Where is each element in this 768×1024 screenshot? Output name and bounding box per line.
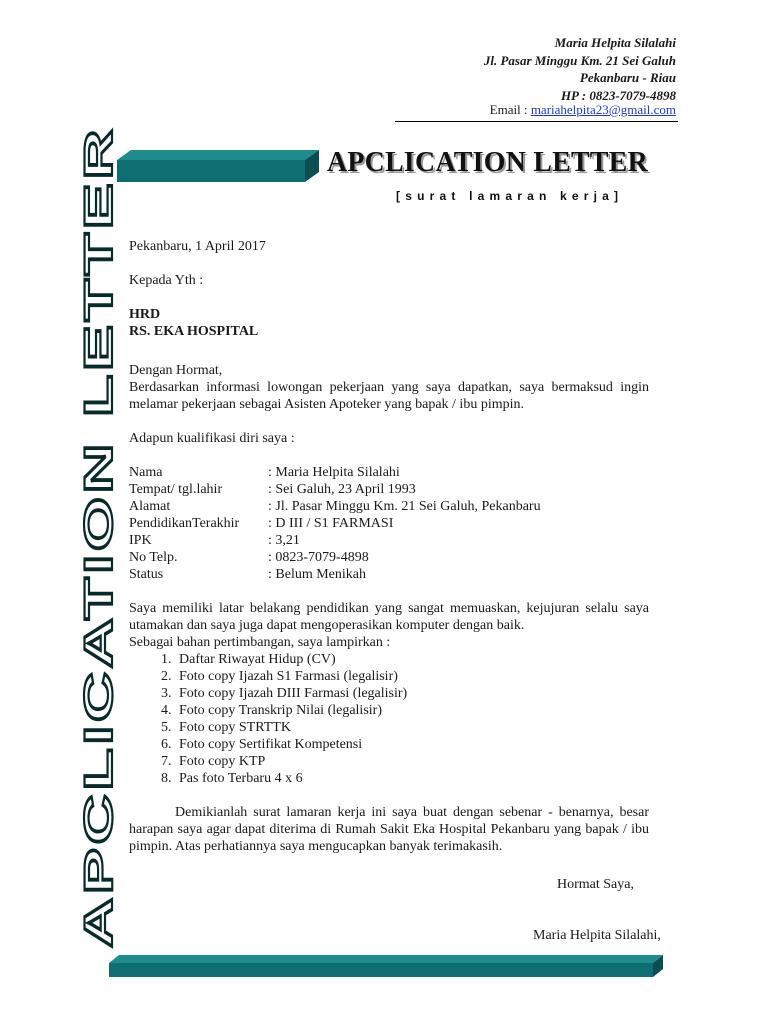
- list-item: 8. Pas foto Terbaru 4 x 6: [175, 770, 649, 787]
- sender-address-line1: Jl. Pasar Minggu Km. 21 Sei Galuh: [483, 52, 676, 68]
- letter-subtitle: [surat lamaran kerja]: [396, 189, 624, 203]
- detail-label: Status: [129, 567, 164, 582]
- side-title-text: APCLICATION LETTER: [77, 474, 121, 948]
- regards: Hormat Saya,: [557, 877, 634, 892]
- sender-name: Maria Helpita Silalahi: [554, 35, 676, 50]
- top-banner: [117, 150, 321, 183]
- detail-label: Alamat: [129, 499, 171, 514]
- list-item: 1. Daftar Riwayat Hidup (CV): [175, 651, 649, 668]
- sender-block: [484, 34, 676, 104]
- sender-email-line: [490, 101, 676, 118]
- detail-label: PendidikanTerakhir: [129, 516, 240, 531]
- detail-value: : 3,21: [268, 533, 300, 548]
- attachments-list: [129, 651, 649, 787]
- detail-value: : D III / S1 FARMASI: [268, 516, 394, 531]
- sender-phone: HP : 0823-7079-4898: [560, 87, 676, 103]
- greeting: Dengan Hormat,: [129, 363, 223, 378]
- detail-value: : Jl. Pasar Minggu Km. 21 Sei Galuh, Pekanbaru: [268, 499, 541, 514]
- detail-value: : Maria Helpita Silalahi: [268, 465, 400, 480]
- signature-name: Maria Helpita Silalahi,: [533, 928, 661, 943]
- closing-paragraph: Demikianlah surat lamaran kerja ini saya buat dengan sebenar - benarnya, besar harapan saya agar dapat diterima di Rumah Sakit Eka Hospital Pekanbaru yang bapak / ibu pimpin. Atas perhatiannya saya mengucapkan banyak terimakasih.: [129, 805, 649, 854]
- letter-date: Pekanbaru, 1 April 2017: [129, 239, 266, 254]
- detail-label: Nama: [129, 465, 163, 480]
- detail-label: Tempat/ tgl.lahir: [129, 482, 223, 497]
- side-title: [77, 126, 121, 948]
- bottom-banner: [109, 955, 665, 978]
- intro-paragraph: Berdasarkan informasi lowongan pekerjaan yang saya dapatkan, saya bermaksud ingin melamar pekerjaan sebagai Asisten Apoteker yang bapak / ibu pimpin.: [129, 380, 649, 412]
- detail-label: No Telp.: [129, 550, 178, 565]
- detail-value: : 0823-7079-4898: [268, 550, 369, 565]
- list-item: 3. Foto copy Ijazah DIII Farmasi (legalisir): [175, 685, 649, 702]
- background-paragraph: Saya memiliki latar belakang pendidikan yang sangat memuaskan, kejujuran selalu saya utamakan dan saya juga dapat mengoperasikan komputer dengan baik.: [129, 601, 649, 633]
- letter-body: [129, 238, 649, 855]
- list-item: 6. Foto copy Sertifikat Kompetensi: [175, 736, 649, 753]
- detail-label: IPK: [129, 533, 152, 548]
- email-label: Email :: [489, 102, 531, 117]
- detail-value: : Belum Menikah: [268, 567, 366, 582]
- list-item: 5. Foto copy STRTTK: [175, 719, 649, 736]
- list-item: 7. Foto copy KTP: [175, 753, 649, 770]
- recipient-company: RS. EKA HOSPITAL: [129, 324, 259, 339]
- attachments-intro: Sebagai bahan pertimbangan, saya lampirkan :: [129, 635, 391, 650]
- personal-details: [129, 464, 649, 583]
- addressee-intro: Kepada Yth :: [129, 273, 204, 288]
- letter-title: APCLICATION LETTER: [327, 146, 649, 178]
- list-item: 2. Foto copy Ijazah S1 Farmasi (legalisir): [175, 668, 649, 685]
- list-item: 4. Foto copy Transkrip Nilai (legalisir): [175, 702, 649, 719]
- detail-value: : Sei Galuh, 23 April 1993: [268, 482, 416, 497]
- sender-address-line2: Pekanbaru - Riau: [579, 70, 676, 85]
- recipient-dept: HRD: [129, 307, 161, 322]
- email-link[interactable]: mariahelpita23@gmail.com: [530, 102, 676, 117]
- qualification-intro: Adapun kualifikasi diri saya :: [129, 431, 295, 446]
- header-divider: [395, 121, 678, 122]
